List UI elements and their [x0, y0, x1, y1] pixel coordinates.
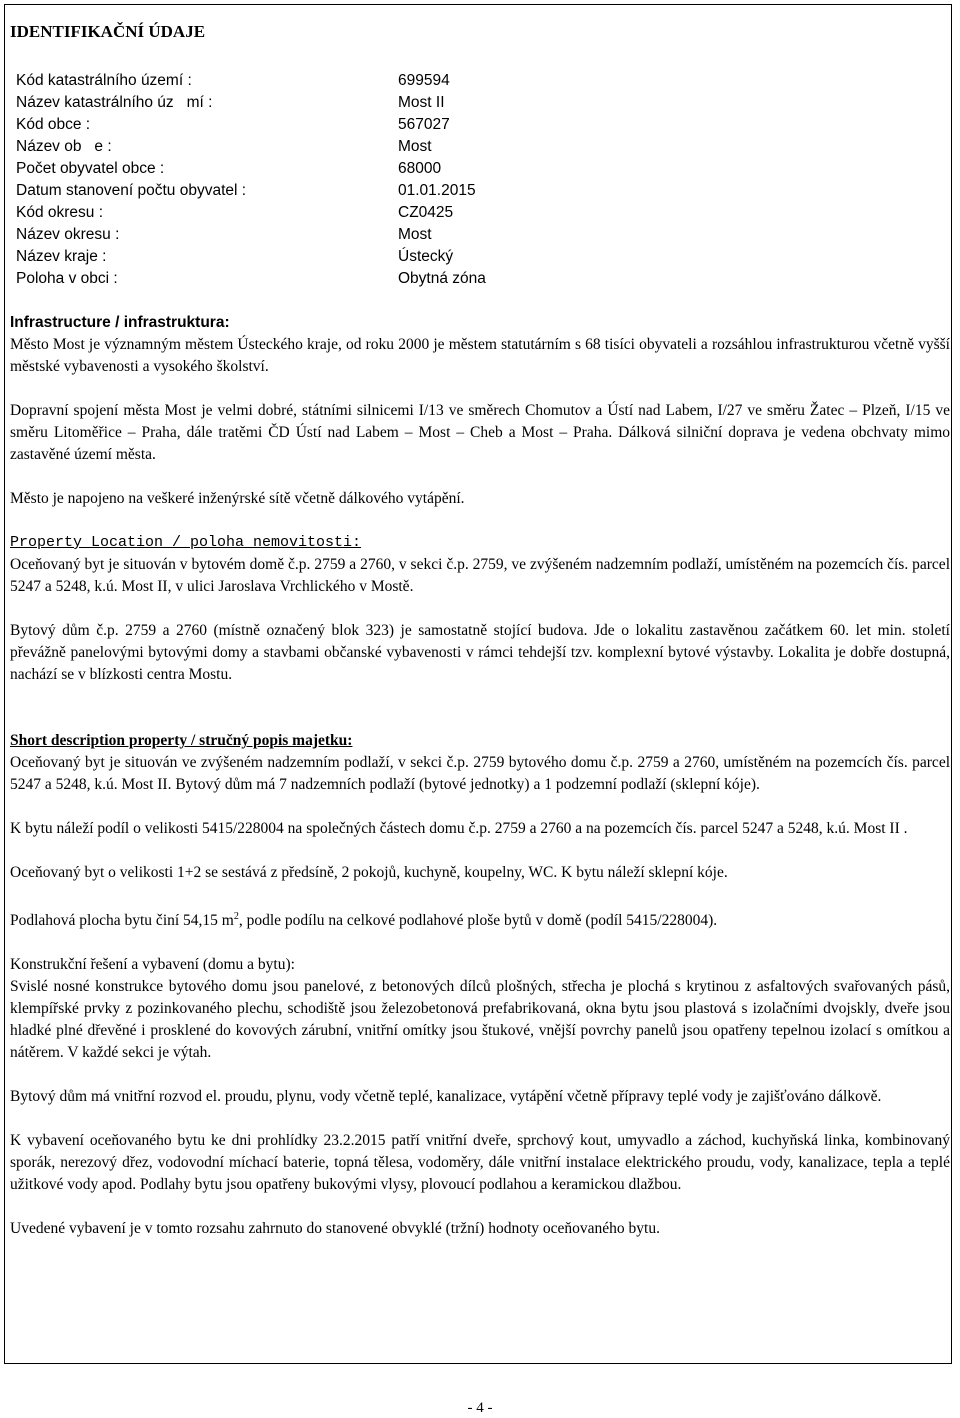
transport-paragraph: Dopravní spojení města Most je velmi dobré, státními silnicemi I/13 ve směrech Chomutov a Ústí nad Labem, I/27 ve směru Žatec – Plzeň, I/15 ve směru Litoměřice – Praha, dále tratěmi ČD Ústí nad Labem – Most – Cheb a Most – Praha. Dálková silniční doprava je vedena obchvaty mimo zastavěné území města.	[10, 402, 950, 463]
id-key: Název kraje :	[16, 248, 107, 265]
id-key: Název okresu :	[16, 226, 120, 243]
id-key: Kód okresu :	[16, 204, 104, 221]
id-value: 68000	[398, 160, 442, 177]
id-key: Poloha v obci :	[16, 270, 118, 287]
id-value: 567027	[398, 116, 450, 133]
id-value: Most	[398, 226, 432, 243]
floor-area-paragraph	[10, 906, 950, 932]
id-value: Obytná zóna	[398, 270, 486, 287]
page-number: - 4 -	[467, 1400, 493, 1416]
equipment-paragraph: K vybavení oceňovaného bytu ke dni prohlídky 23.2.2015 patří vnitřní dveře, sprchový kout, umyvadlo a záchod, kuchyňská linka, kombinovaný sporák, nerezový dřez, vodovodní míchací baterie, topná tělesa, vodoměry, dále vnitřní instalace elektrického proudu, vody, kanalizace, tepla a teplé užitkové vody apod. Podlahy bytu jsou opatřeny bukovými vlysy, plovoucí podlahou a keramickou dlažbou.	[10, 1132, 950, 1194]
section-heading-identification: IDENTIFIKAČNÍ ÚDAJE	[10, 22, 206, 41]
floor-area-superscript: 2	[233, 911, 239, 922]
utilities-paragraph: Město je napojeno na veškeré inženýrské sítě včetně dálkového vytápění.	[10, 490, 465, 507]
id-row	[16, 224, 716, 246]
layout-paragraph: Oceňovaný byt o velikosti 1+2 se sestává z předsíně, 2 pokojů, kuchyně, koupelny, WC. K bytu náleží sklepní kóje.	[10, 864, 728, 881]
id-value: Ústecký	[398, 248, 454, 265]
infrastructure-title: Infrastructure / infrastruktura:	[10, 314, 230, 331]
id-key: Název ob e :	[16, 138, 112, 155]
id-value: 01.01.2015	[398, 182, 476, 199]
id-key: Počet obyvatel obce :	[16, 160, 165, 177]
construction-paragraph: Svislé nosné konstrukce bytového domu jsou panelové, z betonových dílců plošných, střecha je plochá s krytinou z asfaltových svařovaných pásů, klempířské prvky z pozinkovaného plechu, schodiště jsou železobetonová prefabrikovaná, okna bytu jsou plastová s izolačními dvojskly, dveře jsou hladké plné dřevěné i prosklené do kovových zárubní, vnitřní omítky jsou štukové, vnější povrchy panelů jsou opatřeny tepelnou izolací s omítkou a nátěrem. V každé sekci je výtah.	[10, 978, 950, 1062]
id-value: Most II	[398, 94, 445, 111]
id-row	[16, 92, 716, 114]
construction-title: Konstrukční řešení a vybavení (domu a bytu):	[10, 956, 295, 974]
id-value: CZ0425	[398, 204, 454, 221]
location-title: Property Location / poloha nemovitosti:	[10, 534, 362, 551]
id-key: Kód katastrálního území :	[16, 72, 192, 89]
identification-table	[16, 70, 716, 290]
infrastructure-paragraph: Město Most je významným městem Ústeckého kraje, od roku 2000 je městem statutárním s 68 tisíci obyvateli a rozsáhlou infrastrukturou včetně vyšší městské vybavenosti a vysokého školství.	[10, 336, 950, 375]
floor-area-text-rest: , podle podílu na celkové podlahové ploše bytů v domě (podíl 5415/228004).	[238, 912, 718, 930]
id-row	[16, 136, 716, 158]
id-row	[16, 114, 716, 136]
id-row	[16, 202, 716, 224]
share-paragraph: K bytu náleží podíl o velikosti 5415/228004 na společných částech domu č.p. 2759 a 2760 a na pozemcích čís. parcel 5247 a 5248, k.ú. Most II .	[10, 820, 908, 837]
floor-area-text: Podlahová plocha bytu činí 54,15 m	[10, 912, 234, 930]
id-row	[16, 246, 716, 268]
id-value: 699594	[398, 72, 450, 89]
id-key: Název katastrálního úz mí :	[16, 94, 213, 111]
id-key: Kód obce :	[16, 116, 91, 133]
id-row	[16, 268, 716, 290]
id-value: Most	[398, 138, 432, 155]
id-row	[16, 180, 716, 202]
id-row	[16, 70, 716, 92]
description-paragraph: Oceňovaný byt je situován ve zvýšeném nadzemním podlaží, v sekci č.p. 2759 bytového domu č.p. 2759 a 2760, umístěném na pozemcích čís. parcel 5247 a 5248, k.ú. Most II. Bytový dům má 7 nadzemních podlaží (bytové jednotky) a 1 podzemní podlaží (sklepní kóje).	[10, 754, 950, 793]
document-body	[10, 312, 950, 1240]
location-paragraph: Oceňovaný byt je situován v bytovém domě č.p. 2759 a 2760, v sekci č.p. 2759, ve zvýšeném nadzemním podlaží, umístěném na pozemcích čís. parcel 5247 a 5248, k.ú. Most II, v ulici Jaroslava Vrchlického v Mostě.	[10, 556, 950, 595]
utilities-building-paragraph: Bytový dům má vnitřní rozvod el. proudu, plynu, vody včetně teplé, kanalizace, vytápění včetně přípravy teplé vody je zajišťováno dálkově.	[10, 1088, 882, 1106]
description-title: Short description property / stručný popis majetku:	[10, 732, 353, 749]
id-row	[16, 158, 716, 180]
id-key: Datum stanovení počtu obyvatel :	[16, 182, 247, 199]
building-paragraph: Bytový dům č.p. 2759 a 2760 (místně označený blok 323) je samostatně stojící budova. Jde o lokalitu zastavěnou začátkem 60. let min. století převážně panelovými bytovými domy a stavbami občanské vybavenosti v rámci tehdejší tzv. komplexní bytové výstavby. Lokalita je dobře dostupná, nachází se v blízkosti centra Mostu.	[10, 622, 950, 683]
value-note-paragraph: Uvedené vybavení je v tomto rozsahu zahrnuto do stanovené obvyklé (tržní) hodnoty oceňovaného bytu.	[10, 1220, 660, 1238]
